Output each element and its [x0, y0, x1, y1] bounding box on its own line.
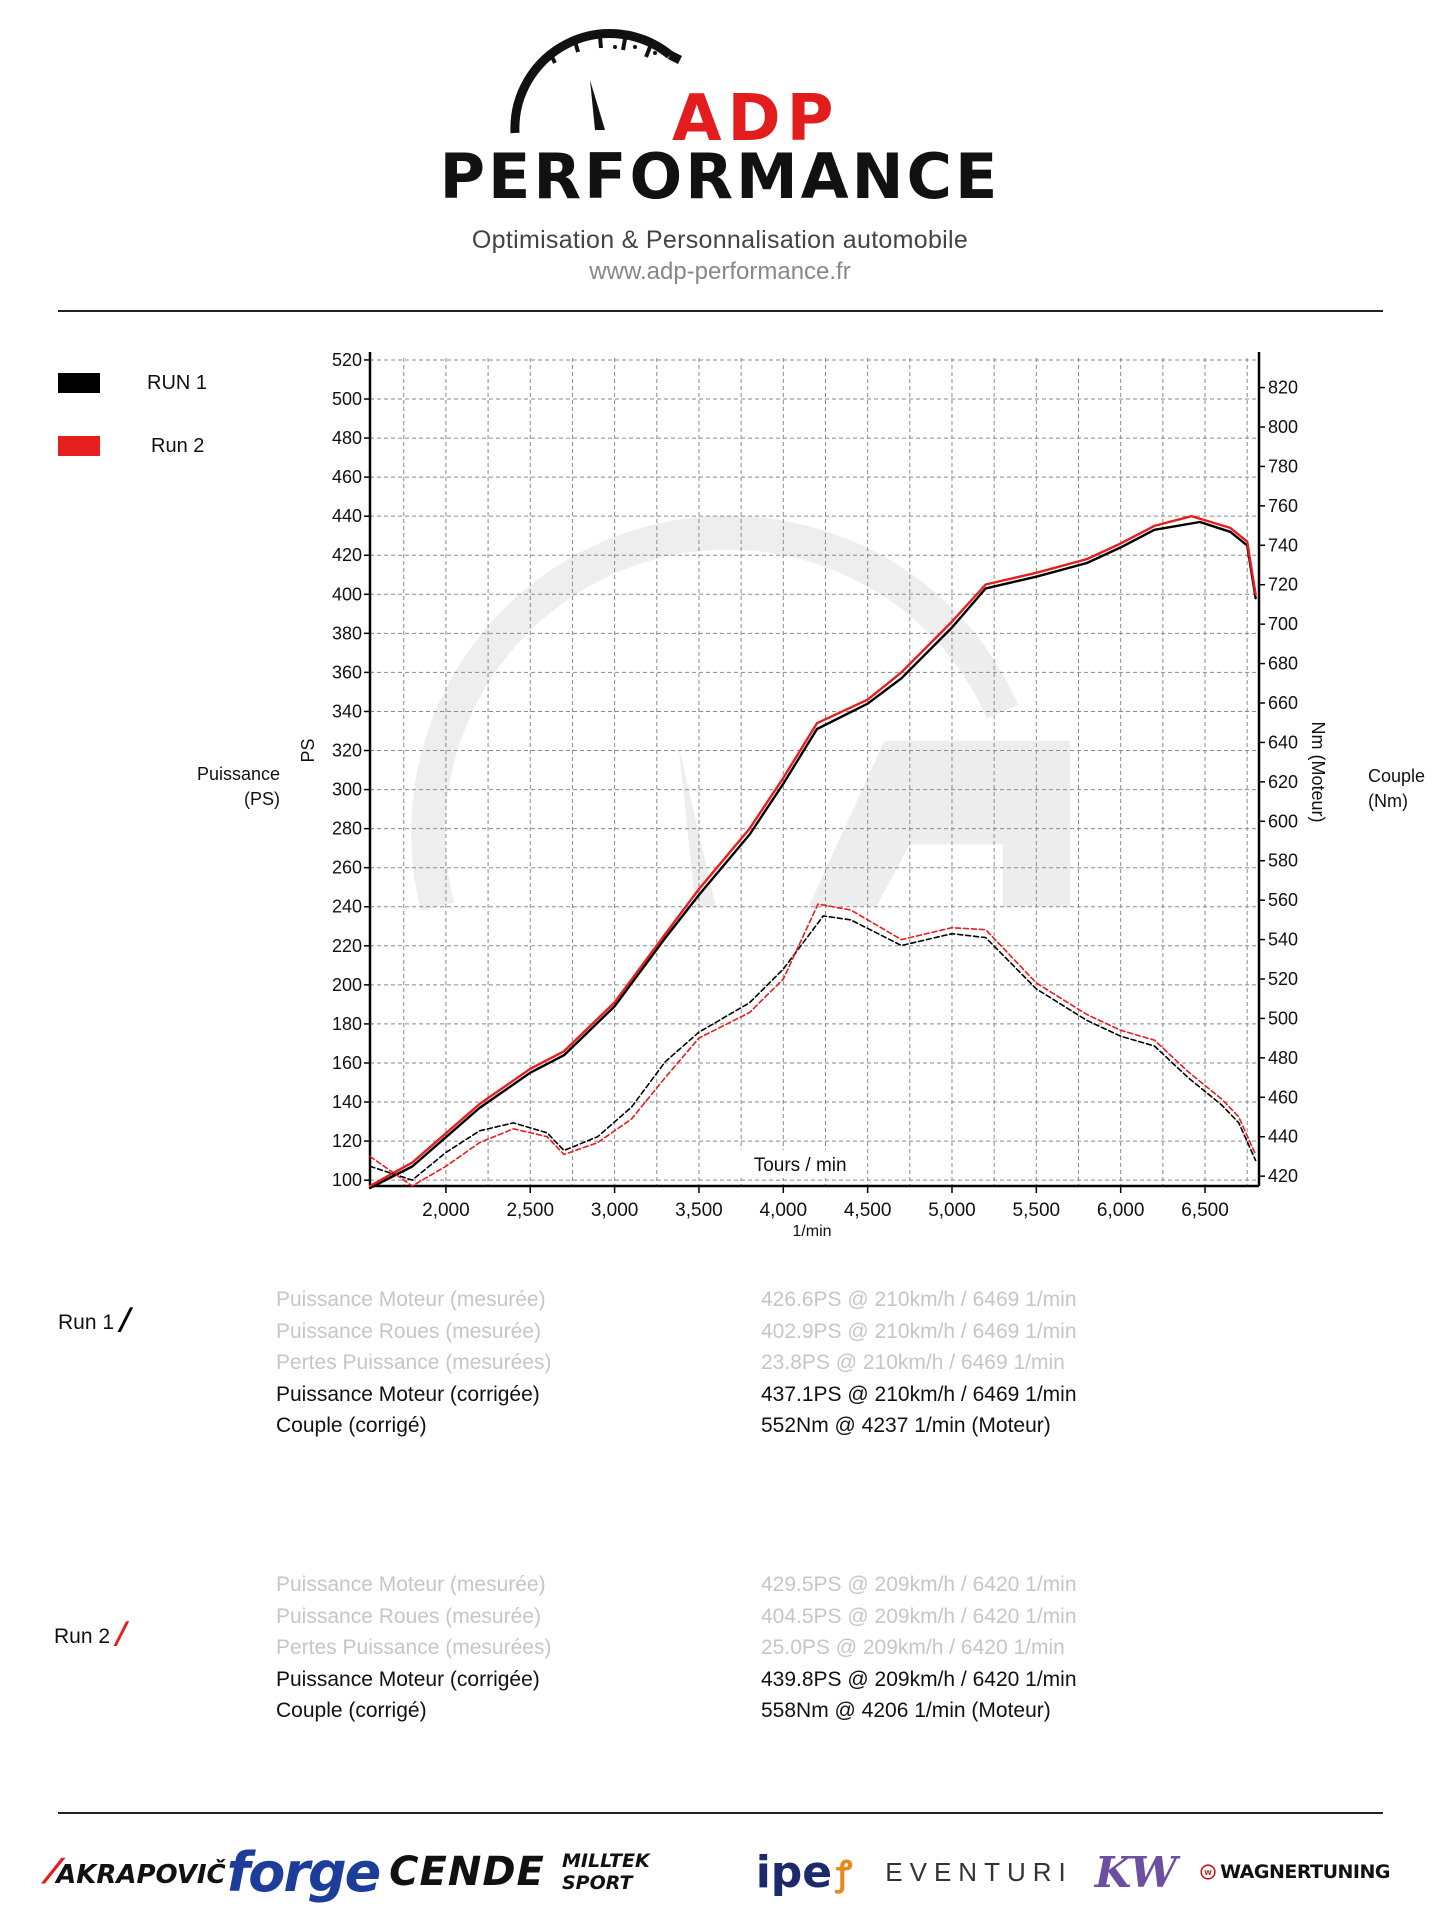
- y-right-tick-label: 640: [1268, 732, 1299, 753]
- y-right-tick-label: 760: [1268, 495, 1299, 516]
- result-key: Puissance Roues (mesurée): [276, 1604, 541, 1628]
- run2-label: [54, 1616, 127, 1651]
- result-value: 437.1PS @ 210km/h / 6469 1/min: [761, 1382, 1077, 1406]
- header: [0, 0, 1440, 300]
- y-left-tick-label: 320: [331, 740, 362, 761]
- y-right-tick-label: 460: [1268, 1087, 1299, 1108]
- y-right-tick-label: 500: [1268, 1008, 1299, 1029]
- result-key: Couple (corrigé): [276, 1699, 427, 1722]
- result-key: Puissance Moteur (mesurée): [276, 1573, 546, 1596]
- y-left-tick-label: 400: [331, 584, 362, 605]
- sponsor-milltek-logo: [562, 1840, 722, 1904]
- x-tick-label: 6,500: [1181, 1200, 1229, 1221]
- gauge-logo-icon: [495, 25, 695, 140]
- run2-slash-icon: /: [115, 1616, 127, 1651]
- result-value: 429.5PS @ 209km/h / 6420 1/min: [761, 1573, 1077, 1596]
- y-left-tick-label: 240: [331, 896, 362, 917]
- y-left-unit-label: PS: [298, 738, 318, 763]
- result-row: [276, 1351, 1276, 1381]
- y-left-tick-label: 160: [331, 1052, 362, 1073]
- result-key: Puissance Moteur (corrigée): [276, 1382, 540, 1406]
- sponsor-eventuri-text: EVENTURI: [885, 1856, 1073, 1887]
- run1-label-text: Run 1: [58, 1311, 115, 1334]
- result-key: Pertes Puissance (mesurées): [276, 1351, 552, 1374]
- sponsor-milltek-text: MILLTEK SPORT: [562, 1850, 650, 1894]
- series-torque-run1: [370, 916, 1256, 1180]
- y-left-tick-label: 120: [331, 1131, 362, 1152]
- x-tick-label: 2,000: [422, 1200, 470, 1221]
- watermark-logo-icon: [428, 533, 1070, 907]
- y-left-tick-label: 440: [331, 506, 362, 527]
- website: www.adp-performance.fr: [589, 258, 851, 285]
- x-tick-label: 3,500: [675, 1200, 723, 1221]
- sponsor-forge-text: forge: [226, 1840, 380, 1904]
- y-right-tick-label: 820: [1268, 377, 1299, 398]
- result-row: [276, 1288, 1276, 1318]
- result-row: [276, 1414, 1276, 1444]
- y-right-tick-label: 480: [1268, 1047, 1299, 1068]
- x-tick-label: 4,500: [843, 1200, 892, 1221]
- left-axis-title-line1: Puissance: [196, 764, 280, 784]
- x-tick-label: 4,000: [759, 1200, 808, 1221]
- sponsor-wagnertuning-logo: [1200, 1840, 1390, 1904]
- series-torque-run2: [370, 904, 1256, 1186]
- result-row: [276, 1699, 1276, 1729]
- y-left-tick-label: 200: [331, 974, 362, 995]
- sponsor-wagnertuning-text: WAGNERTUNING: [1220, 1861, 1390, 1883]
- y-right-tick-label: 560: [1268, 890, 1299, 911]
- result-key: Pertes Puissance (mesurées): [276, 1636, 552, 1659]
- y-right-tick-label: 800: [1268, 417, 1299, 437]
- result-key: Puissance Moteur (corrigée): [276, 1667, 540, 1691]
- sponsor-akrapovic-text: AKRAPOVIČ: [56, 1860, 226, 1890]
- x-tick-label: 5,000: [928, 1200, 976, 1221]
- x-axis-unit-label: 1/min: [792, 1223, 832, 1240]
- x-tick-label: 2,500: [506, 1200, 555, 1221]
- y-left-tick-label: 420: [331, 545, 362, 566]
- y-right-tick-label: 660: [1268, 693, 1299, 713]
- x-tick-label: 6,000: [1096, 1200, 1145, 1221]
- y-right-tick-label: 580: [1268, 850, 1299, 871]
- header-divider: [58, 310, 1383, 312]
- y-right-tick-label: 600: [1268, 811, 1299, 832]
- result-row: [276, 1383, 1276, 1413]
- result-value: 23.8PS @ 210km/h / 6469 1/min: [761, 1351, 1065, 1374]
- run2-results: [276, 1573, 1276, 1733]
- result-key: Puissance Moteur (mesurée): [276, 1288, 546, 1311]
- y-right-tick-label: 440: [1268, 1126, 1299, 1147]
- right-axis-title-line2: (Nm): [1368, 791, 1408, 812]
- y-left-tick-label: 340: [331, 701, 362, 722]
- result-value: 552Nm @ 4237 1/min (Moteur): [761, 1414, 1051, 1437]
- sponsor-forge-logo: [228, 1840, 378, 1904]
- result-value: 426.6PS @ 210km/h / 6469 1/min: [761, 1288, 1077, 1311]
- result-row: [276, 1320, 1276, 1350]
- y-left-tick-label: 360: [331, 662, 362, 683]
- svg-text:W: W: [1204, 1868, 1212, 1877]
- y-right-tick-label: 680: [1268, 653, 1299, 674]
- sponsor-cende-logo: [388, 1840, 546, 1904]
- y-left-tick-label: 300: [331, 779, 362, 800]
- result-value: 25.0PS @ 209km/h / 6420 1/min: [761, 1636, 1065, 1659]
- sponsor-kw-logo: [1086, 1840, 1186, 1904]
- wagner-emblem-icon: [1200, 1852, 1216, 1892]
- result-value: 439.8PS @ 209km/h / 6420 1/min: [761, 1667, 1077, 1691]
- y-left-tick-label: 220: [331, 935, 362, 956]
- result-row: [276, 1605, 1276, 1635]
- y-left-tick-label: 180: [331, 1013, 362, 1034]
- x-tick-label: 3,000: [590, 1200, 639, 1221]
- y-left-tick-label: 480: [331, 428, 362, 449]
- sponsor-ipe-text: ipe: [755, 1846, 833, 1898]
- sponsor-cende-text: CENDE: [389, 1849, 545, 1895]
- legend-label-run1: RUN 1: [147, 372, 208, 394]
- result-row: [276, 1668, 1276, 1698]
- result-row: [276, 1636, 1276, 1666]
- sponsor-ipe-logo: [736, 1840, 872, 1904]
- y-right-tick-label: 520: [1268, 969, 1299, 989]
- y-left-tick-label: 140: [331, 1092, 362, 1113]
- tagline: Optimisation & Personnalisation automobile: [471, 226, 969, 254]
- y-left-tick-label: 460: [331, 467, 362, 488]
- y-left-tick-label: 260: [331, 857, 362, 878]
- left-axis-title-line2: (PS): [244, 789, 280, 810]
- x-tick-label: 5,500: [1012, 1200, 1061, 1221]
- result-value: 402.9PS @ 210km/h / 6469 1/min: [761, 1319, 1077, 1343]
- run2-label-text: Run 2: [54, 1625, 111, 1648]
- sponsor-ipe-flame-icon: ꝭ: [836, 1854, 853, 1894]
- result-key: Couple (corrigé): [276, 1414, 427, 1437]
- y-right-tick-label: 780: [1268, 456, 1299, 477]
- footer-divider: [58, 1812, 1383, 1814]
- y-left-tick-label: 380: [331, 623, 362, 644]
- run1-results: [276, 1288, 1276, 1448]
- y-left-tick-label: 100: [331, 1170, 362, 1191]
- right-axis-title-line1: Couple: [1368, 766, 1426, 786]
- result-value: 558Nm @ 4206 1/min (Moteur): [761, 1699, 1051, 1722]
- y-right-tick-label: 540: [1268, 929, 1299, 950]
- run1-slash-icon: /: [119, 1302, 131, 1337]
- y-left-tick-label: 280: [331, 818, 362, 839]
- y-right-unit-label: Nm (Moteur): [1308, 721, 1328, 823]
- dyno-chart: [0, 340, 1440, 1240]
- y-right-tick-label: 700: [1268, 614, 1299, 635]
- y-left-tick-label: 520: [331, 349, 362, 370]
- y-right-tick-label: 620: [1268, 771, 1299, 792]
- sponsor-akrapovic-logo: ⁄AKRAPOVIČ: [50, 1852, 226, 1892]
- brand-performance: PERFORMANCE: [439, 140, 1001, 213]
- y-right-tick-label: 740: [1268, 535, 1299, 556]
- y-right-tick-label: 420: [1268, 1166, 1299, 1187]
- result-row: [276, 1573, 1276, 1603]
- legend-label-run2: Run 2: [151, 435, 205, 457]
- y-left-tick-label: 500: [331, 389, 362, 410]
- sponsor-kw-text: KW: [1094, 1847, 1178, 1897]
- result-key: Puissance Roues (mesurée): [276, 1319, 541, 1343]
- y-right-tick-label: 720: [1268, 574, 1299, 595]
- x-axis-label: Tours / min: [753, 1155, 847, 1176]
- brand-adp: ADP: [672, 82, 840, 156]
- sponsor-eventuri-logo: [884, 1840, 1074, 1904]
- run1-label: [58, 1302, 131, 1337]
- result-value: 404.5PS @ 209km/h / 6420 1/min: [761, 1604, 1077, 1628]
